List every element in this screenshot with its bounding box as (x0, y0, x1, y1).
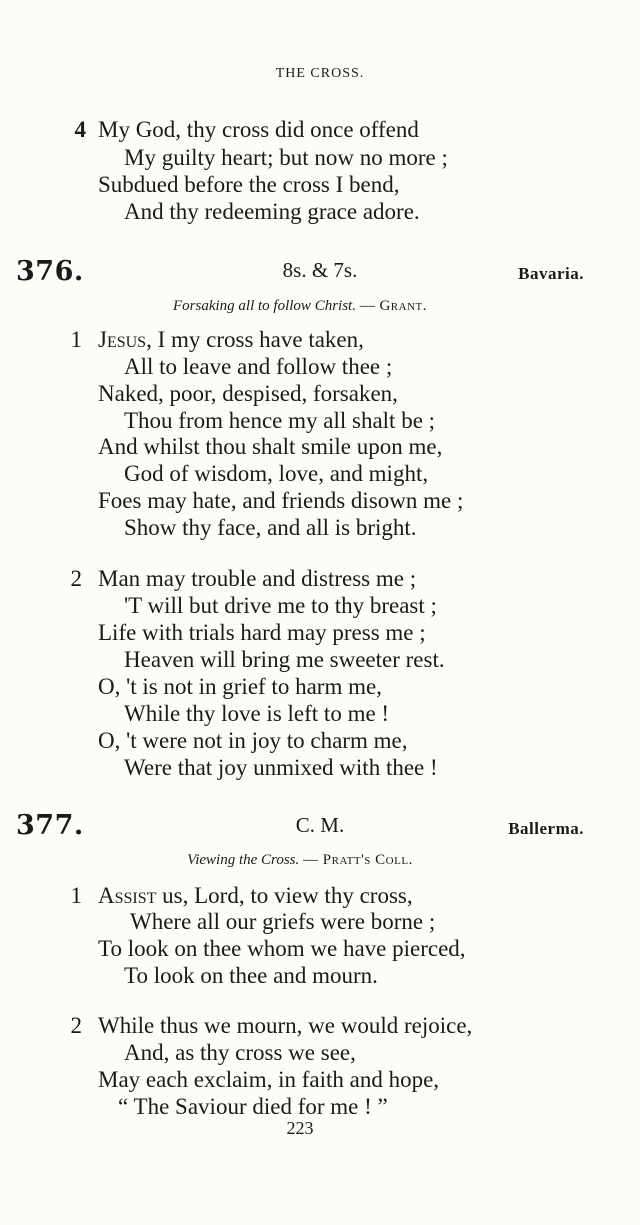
hymn-meter: 8s. & 7s. (282, 258, 358, 282)
verse-line: Foes may hate, and friends disown me ; (98, 488, 464, 513)
verse-line: Thou from hence my all shalt be ; (124, 408, 436, 433)
first-line-rest: us, Lord, to view thy cross, (156, 883, 413, 908)
verse-line: Were that joy unmixed with thee ! (124, 755, 438, 780)
stanza-number: 1 (70, 883, 82, 908)
hymn-subtitle (0, 298, 600, 315)
verse-line: God of wisdom, love, and might, (124, 461, 429, 486)
verse-line: Subdued before the cross I bend, (98, 172, 400, 197)
verse-line (98, 326, 364, 353)
hymn-subtitle (0, 852, 600, 869)
tune-name: Ballerma. (508, 819, 584, 838)
verse-line: 'T will but drive me to thy breast ; (124, 593, 437, 618)
hymn-author: — Pratt's Coll. (303, 852, 413, 868)
verse-line: And, as thy cross we see, (124, 1040, 356, 1065)
verse-line: My guilty heart; but now no more ; (124, 145, 448, 170)
running-head: THE CROSS. (275, 66, 365, 81)
initial-word: Jesus, (98, 327, 152, 352)
first-line-rest: I my cross have taken, (151, 327, 364, 352)
stanza-number: 1 (70, 327, 82, 352)
hymn-number: 377. (16, 810, 84, 841)
stanza-number: 4 (74, 117, 86, 142)
hymn-title: Forsaking all to follow Christ. (173, 298, 356, 314)
verse-line: O, 't were not in joy to charm me, (98, 728, 408, 753)
hymn-meter: C. M. (295, 813, 345, 837)
verse-line: While thy love is left to me ! (124, 701, 390, 726)
verse-line: Naked, poor, despised, forsaken, (98, 381, 398, 406)
verse-line: “ The Saviour died for me ! ” (118, 1094, 388, 1119)
verse-line: While thus we mourn, we would rejoice, (98, 1013, 473, 1038)
hymn-number: 376. (16, 256, 84, 287)
verse-line: And thy redeeming grace adore. (124, 199, 420, 224)
verse-line: Where all our griefs were borne ; (130, 909, 436, 934)
verse-line: May each exclaim, in faith and hope, (98, 1067, 440, 1092)
verse-line: My God, thy cross did once offend (98, 117, 419, 142)
verse-line: Man may trouble and distress me ; (98, 566, 417, 591)
hymn-author: — Grant. (359, 298, 427, 314)
tune-name: Bavaria. (518, 264, 584, 283)
verse-line: O, 't is not in grief to harm me, (98, 674, 382, 699)
hymn-title: Viewing the Cross. (187, 852, 300, 868)
verse-line: Heaven will bring me sweeter rest. (124, 647, 445, 672)
stanza-number: 2 (70, 566, 82, 591)
verse-line: Show thy face, and all is bright. (124, 515, 417, 540)
verse-line: To look on thee and mourn. (124, 963, 378, 988)
verse-line: And whilst thou shalt smile upon me, (98, 434, 443, 459)
verse-line (98, 882, 413, 909)
verse-line: To look on thee whom we have pierced, (98, 936, 466, 961)
verse-line: Life with trials hard may press me ; (98, 620, 426, 645)
page-number: 223 (286, 1118, 314, 1138)
verse-line: All to leave and follow thee ; (124, 354, 393, 379)
initial-word: Assist (98, 883, 157, 908)
stanza-number: 2 (70, 1013, 82, 1038)
